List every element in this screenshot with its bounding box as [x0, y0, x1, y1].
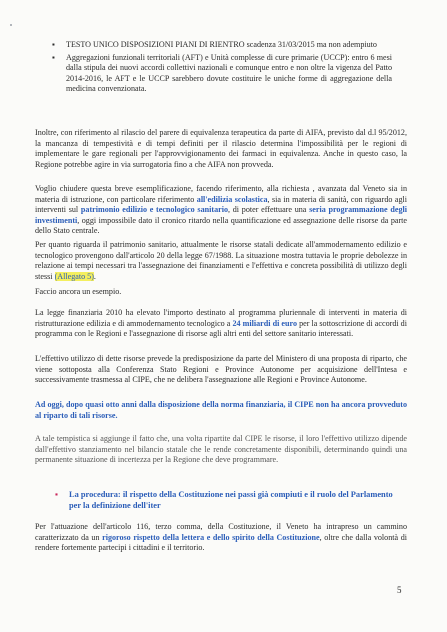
paragraph-riparto: L'effettivo utilizzo di dette risorse prevede la predisposizione da parte del Ministero di una proposta di riparto, che viene sottoposta alla Conferenza Stato Regioni e Province Autonome per acquisizione dell'Intesa e successivamente trasmessa al CIPE, che ne delibera l'assegnazione alle Regioni e Province Autonome.	[35, 354, 407, 385]
page-number: 5	[397, 585, 402, 595]
paragraph-cipe-emphasis: Ad oggi, dopo quasi otto anni dalla disposizione della norma finanziaria, il CIPE non ha ancora provveduto al riparto di tali risorse.	[35, 400, 407, 420]
section-heading-procedura: ▪ La procedura: il rispetto della Costituzione nei passi già compiuti e il ruolo del Parlamento per la definizione dell'iter	[55, 489, 399, 511]
paragraph-esempio: Faccio ancora un esempio.	[35, 287, 122, 296]
scan-speck	[10, 24, 12, 26]
deadline-bullet-list	[52, 40, 392, 97]
paragraph-patrimonio-sanitario: Per quanto riguarda il patrimonio sanitario, attualmente le risorse statali dedicate all'ammodernamento edilizio e tecnologico provengono dall'articolo 20 della legge 67/1988. La situazione mostra tuttavia le proprie debolezze in relazione ai tempi necessari tra l'assegnazione dei finanziamenti e l'effettiva e concreta possibilità di utilizzo degli stessi (Allegato 5).	[35, 240, 407, 281]
emphasis-edilizia-scolastica: all'edilizia scolastica	[196, 194, 268, 204]
paragraph-investimenti: Voglio chiudere questa breve esemplificazione, facendo riferimento, alla richiesta , avanzata dal Veneto sia in materia di istruzione, con particolare riferimento all'edilizia scolastica, sia in materia di sanità, con riguardo agli interventi sul patrimonio edilizio e tecnologico sanitario, di poter effettuare una seria programmazione degli investimenti, oggi impossibile dato il cronico ritardo nella quantificazione ed assegnazione delle risorse da parte dello Stato centrale.	[35, 184, 408, 236]
paragraph-articolo-116: Per l'attuazione dell'articolo 116, terzo comma, della Costituzione, il Veneto ha intrapreso un cammino caratterizzato da un rigoroso rispetto della lettera e dello spirito della Costituzione, oltre che dalla volontà di rendere fortemente partecipi i cittadini e il territorio.	[35, 522, 408, 553]
bullet-item: ▪ Aggregazioni funzionali territoriali (AFT) e Unità complesse di cure primarie (UCCP): entro 6 mesi dalla stipula dei nuovi accordi collettivi nazionali e comunque entro e non oltre la vigenza del Patto 2014-2016, le AFT e le UCCP sarebbero dovute costituire le uniche forme di aggregazione della medicina convenzionata.	[52, 53, 392, 95]
paragraph-aifa: Inoltre, con riferimento al rilascio del parere di equivalenza terapeutica da parte di AIFA, previsto dal d.l 95/2012, la mancanza di tempestività e di tempi definiti per il rilascio determina l'impossibilità per le regioni di implementare le gare regionali per l'approvvigionamento dei farmaci in equivalenza. Anche in questo caso, la Regione potrebbe agire in via surrogatoria fino a che AIFA non provveda.	[35, 128, 407, 169]
paragraph-legge-finanziaria: La legge finanziaria 2010 ha elevato l'importo destinato al programma pluriennale di interventi in materia di ristrutturazione edilizia e di ammodernamento tecnologico a 24 miliardi di euro per la sottoscrizione di accordi di programma con le Regioni e l'assegnazione di risorse agli altri enti del settore sanitario interessati.	[35, 308, 407, 339]
emphasis-24-miliardi: 24 miliardi di euro	[232, 318, 297, 328]
emphasis-programmazione: seria programmazione degli investimenti	[35, 205, 408, 225]
paragraph-tempistica: A tale tempistica si aggiunge il fatto che, una volta ripartite dal CIPE le risorse, il loro l'effettivo utilizzo dipende dall'effettivo stanziamento nel bilancio statale che le rende concretamente disponibili, determinando quindi una permanente situazione di incertezza per la Regione che deve programmare.	[35, 434, 407, 465]
allegato-5-link[interactable]: (Allegato 5)	[54, 271, 94, 281]
bullet-item: ▪ TESTO UNICO DISPOSIZIONI PIANI DI RIENTRO scadenza 31/03/2015 ma non adempiuto	[52, 40, 392, 51]
emphasis-patrimonio: patrimonio edilizio e tecnologico sanitario	[80, 205, 229, 215]
emphasis-rispetto-costituzione: rigoroso rispetto della lettera e dello spirito della Costituzione	[102, 532, 320, 542]
